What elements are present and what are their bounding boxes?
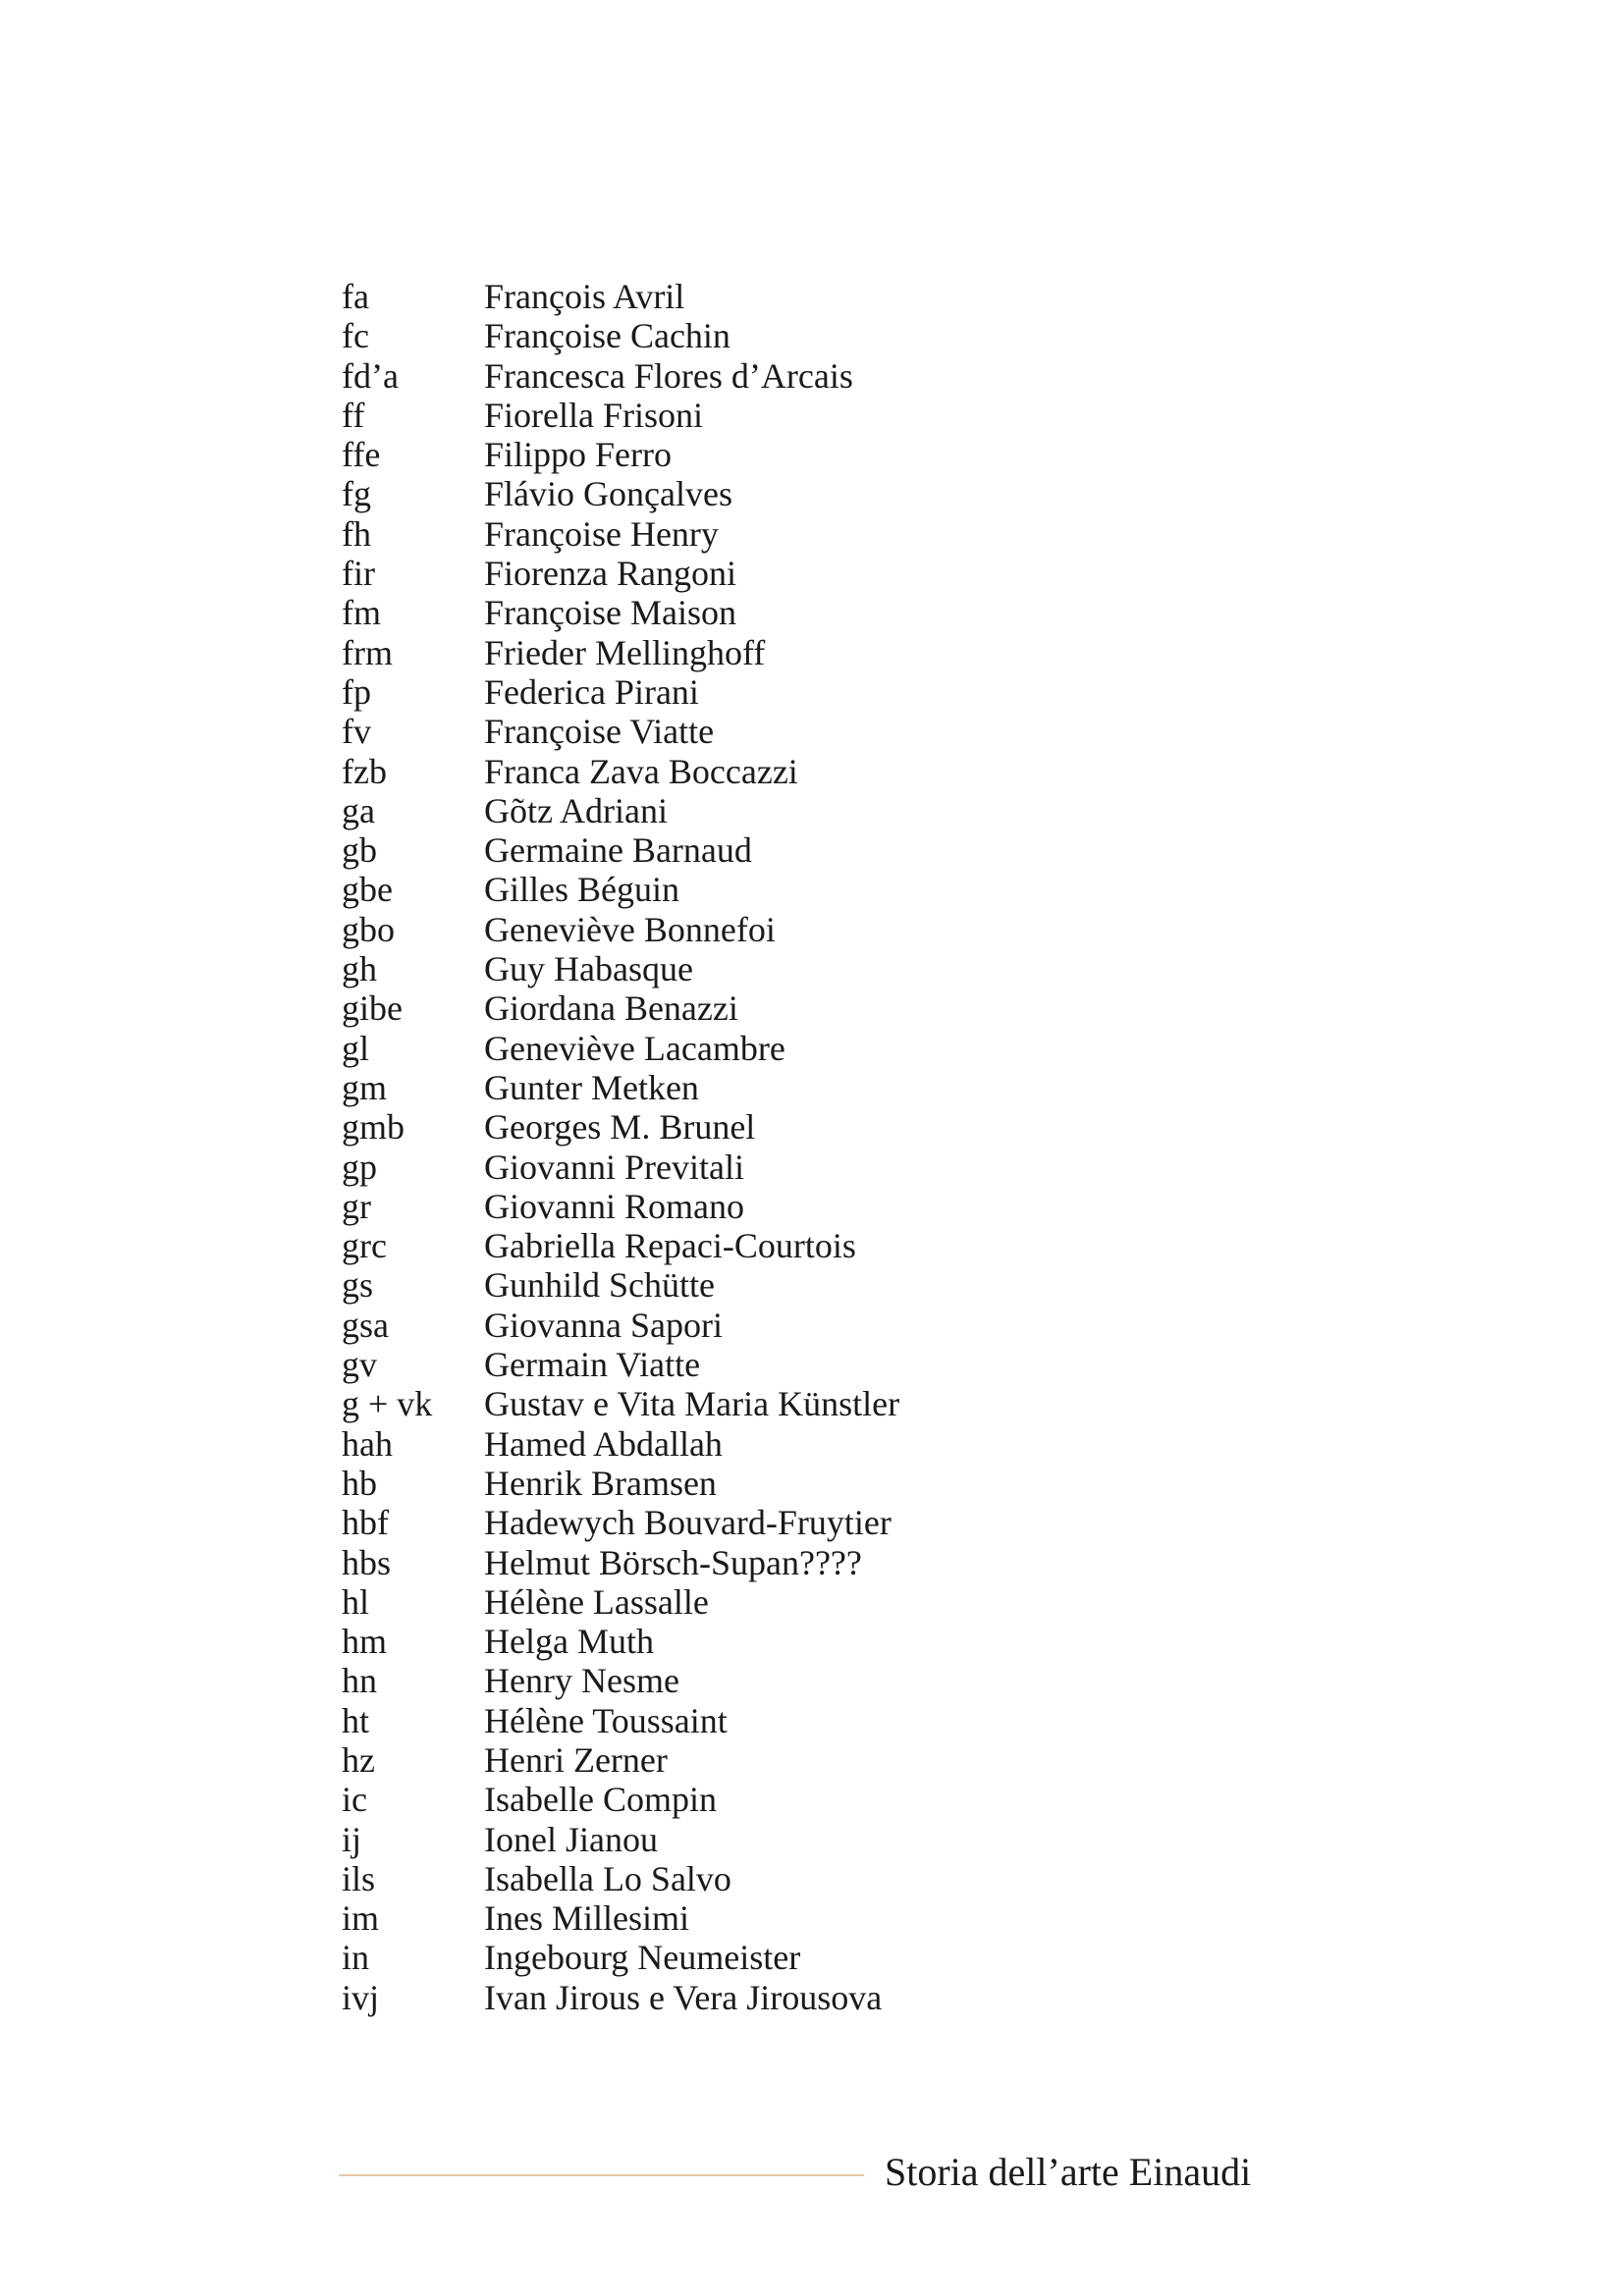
entry-abbreviation: fg [342, 474, 371, 514]
list-item [342, 435, 899, 474]
entry-abbreviation: fzb [342, 751, 387, 791]
entry-author-name: Gunhild Schütte [484, 1265, 715, 1306]
entry-author-name: Françoise Maison [484, 593, 736, 633]
entry-abbreviation: ij [342, 1819, 362, 1859]
entry-abbreviation: gm [342, 1067, 388, 1107]
entry-abbreviation: gmb [342, 1107, 406, 1148]
entry-abbreviation: fa [342, 277, 369, 316]
entry-abbreviation: im [342, 1898, 380, 1939]
list-item [342, 1780, 899, 1819]
entry-abbreviation: hm [342, 1622, 388, 1662]
entry-abbreviation: hl [342, 1581, 370, 1622]
entry-author-name: Ivan Jirous e Vera Jirousova [484, 1977, 883, 2017]
list-item [342, 1107, 899, 1147]
entry-abbreviation: ivj [342, 1977, 380, 2017]
entry-abbreviation: hz [342, 1739, 375, 1780]
entry-author-name: Gõtz Adriani [484, 790, 668, 830]
list-item [342, 1543, 899, 1582]
entry-abbreviation: fm [342, 593, 381, 633]
entry-abbreviation: hbs [342, 1542, 392, 1582]
entry-abbreviation: fv [342, 712, 371, 752]
entry-author-name: Helmut Börsch-Supan???? [484, 1542, 862, 1582]
list-item [342, 1384, 899, 1423]
entry-author-name: Fiorenza Rangoni [484, 554, 736, 594]
entry-abbreviation: hn [342, 1661, 377, 1701]
list-item [342, 830, 899, 870]
list-item [342, 1978, 899, 2017]
entry-author-name: Federica Pirani [484, 671, 699, 712]
list-item [342, 1306, 899, 1345]
entry-author-name: Franca Zava Boccazzi [484, 751, 798, 791]
entry-author-name: Francesca Flores d’Arcais [484, 355, 853, 396]
entry-abbreviation: gbe [342, 870, 393, 910]
page-footer [339, 2148, 1301, 2197]
list-item [342, 949, 899, 988]
entry-abbreviation: hah [342, 1423, 393, 1464]
entry-author-name: Françoise Henry [484, 513, 719, 554]
list-item [342, 791, 899, 830]
entry-abbreviation: hbf [342, 1503, 389, 1543]
list-item [342, 752, 899, 791]
entry-author-name: Hélène Toussaint [484, 1700, 728, 1740]
entry-author-name: Flávio Gonçalves [484, 474, 732, 514]
entry-abbreviation: fd’a [342, 355, 399, 396]
entry-abbreviation: ga [342, 790, 375, 830]
list-item [342, 1265, 899, 1305]
entry-abbreviation: ff [342, 395, 365, 435]
entry-author-name: Isabelle Compin [484, 1780, 717, 1820]
entry-author-name: Henrik Bramsen [484, 1463, 717, 1503]
entry-abbreviation: fh [342, 513, 371, 554]
entry-abbreviation: gsa [342, 1305, 389, 1345]
entry-abbreviation: ht [342, 1700, 370, 1740]
footer-rule [339, 2174, 864, 2176]
list-item [342, 1345, 899, 1384]
entry-author-name: Giovanni Romano [484, 1186, 744, 1226]
list-item [342, 1740, 899, 1780]
entry-author-name: Hélène Lassalle [484, 1581, 709, 1622]
entry-abbreviation: gb [342, 830, 377, 871]
entry-author-name: Gustav e Vita Maria Künstler [484, 1384, 900, 1424]
entry-author-name: Gilles Béguin [484, 870, 679, 910]
entry-author-name: Geneviève Lacambre [484, 1028, 785, 1068]
entry-author-name: Ingebourg Neumeister [484, 1938, 801, 1978]
entry-author-name: Hamed Abdallah [484, 1423, 723, 1464]
entry-abbreviation: ic [342, 1780, 367, 1820]
entry-abbreviation: gv [342, 1345, 377, 1385]
list-item [342, 910, 899, 949]
list-item [342, 1068, 899, 1107]
entry-abbreviation: gbo [342, 909, 395, 949]
list-item [342, 1859, 899, 1898]
entry-author-name: Giovanni Previtali [484, 1147, 744, 1187]
list-item [342, 1503, 899, 1542]
list-item [342, 633, 899, 672]
entry-author-name: Germain Viatte [484, 1345, 701, 1385]
entry-author-name: Gabriella Repaci-Courtois [484, 1226, 856, 1266]
entry-abbreviation: hb [342, 1463, 377, 1503]
list-item [342, 988, 899, 1028]
list-item [342, 277, 899, 316]
list-item [342, 870, 899, 909]
entry-author-name: Giovanna Sapori [484, 1305, 723, 1345]
entry-author-name: Isabella Lo Salvo [484, 1858, 731, 1898]
list-item [342, 396, 899, 435]
entry-abbreviation: gp [342, 1147, 377, 1187]
entry-author-name: Henri Zerner [484, 1739, 668, 1780]
entry-abbreviation: g + vk [342, 1384, 433, 1424]
list-item [342, 672, 899, 712]
list-item [342, 1582, 899, 1622]
list-item [342, 1938, 899, 1977]
list-item [342, 1029, 899, 1068]
entry-abbreviation: gibe [342, 988, 403, 1029]
list-item [342, 1226, 899, 1265]
entry-abbreviation: gl [342, 1028, 370, 1068]
list-item [342, 1701, 899, 1740]
entry-author-name: Ines Millesimi [484, 1898, 689, 1939]
list-item [342, 712, 899, 751]
list-item [342, 1464, 899, 1503]
entry-author-name: Filippo Ferro [484, 435, 673, 475]
list-item [342, 593, 899, 632]
entry-author-name: Germaine Barnaud [484, 830, 752, 871]
entry-abbreviation: fir [342, 554, 375, 594]
list-item [342, 1148, 899, 1187]
entry-author-name: Giordana Benazzi [484, 988, 738, 1029]
entry-author-name: Fiorella Frisoni [484, 395, 703, 435]
list-item [342, 356, 899, 396]
list-item [342, 554, 899, 593]
list-item [342, 1661, 899, 1700]
entry-author-name: Ionel Jianou [484, 1819, 658, 1859]
entry-author-name: François Avril [484, 277, 685, 316]
entry-author-name: Helga Muth [484, 1622, 654, 1662]
entry-author-name: Gunter Metken [484, 1067, 699, 1107]
list-item [342, 1622, 899, 1661]
list-item [342, 1187, 899, 1226]
entry-author-name: Françoise Cachin [484, 316, 730, 356]
list-item [342, 514, 899, 554]
entry-abbreviation: grc [342, 1226, 387, 1266]
entry-author-name: Frieder Mellinghoff [484, 632, 766, 672]
entry-author-name: Hadewych Bouvard-Fruytier [484, 1503, 892, 1543]
footer-title: Storia dell’arte Einaudi [885, 2150, 1252, 2194]
entry-author-name: Georges M. Brunel [484, 1107, 756, 1148]
list-item [342, 1820, 899, 1859]
entry-abbreviation: ffe [342, 435, 381, 475]
entry-abbreviation: frm [342, 632, 393, 672]
entry-abbreviation: ils [342, 1858, 376, 1898]
author-abbreviation-list [342, 277, 899, 2017]
entry-abbreviation: fc [342, 316, 369, 356]
entry-author-name: Geneviève Bonnefoi [484, 909, 776, 949]
list-item [342, 316, 899, 355]
entry-author-name: Henry Nesme [484, 1661, 679, 1701]
list-item [342, 1424, 899, 1464]
entry-abbreviation: gr [342, 1186, 371, 1226]
entry-abbreviation: fp [342, 671, 371, 712]
entry-abbreviation: gh [342, 949, 377, 989]
entry-author-name: Françoise Viatte [484, 712, 715, 752]
entry-abbreviation: gs [342, 1265, 374, 1306]
entry-abbreviation: in [342, 1938, 370, 1978]
entry-author-name: Guy Habasque [484, 949, 693, 989]
list-item [342, 1898, 899, 1938]
list-item [342, 474, 899, 513]
